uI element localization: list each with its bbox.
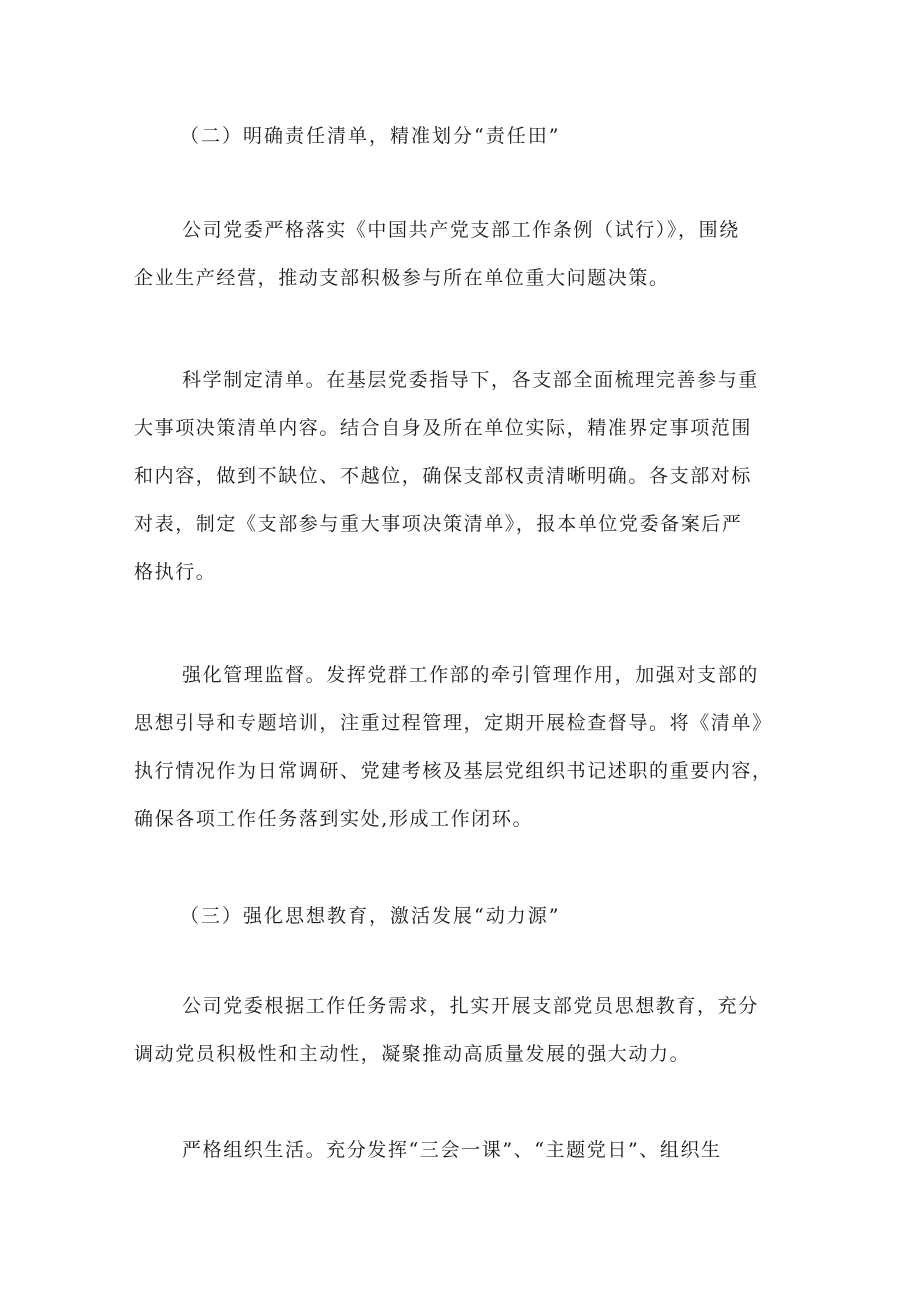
paragraph-line: 调动党员积极性和主动性，凝聚推动高质量发展的强大动力。 [134,1043,691,1065]
paragraph-line: 思想引导和专题培训，注重过程管理，定期开展检查督导。将《清单》 [134,712,773,734]
paragraph-line: 科学制定清单。在基层党委指导下，各支部全面梳理完善参与重 [182,369,759,391]
paragraph-s2-p1 [134,206,794,302]
paragraph-line: 公司党委根据工作任务需求，扎实开展支部党员思想教育，充分 [182,995,759,1017]
paragraph-line: 执行情况作为日常调研、党建考核及基层党组织书记述职的重要内容， [134,760,773,782]
paragraph-line: 确保各项工作任务落到实处,形成工作闭环。 [134,808,534,830]
section-heading-3-text: （三）强化思想教育，激活发展“动力源” [180,905,561,927]
paragraph-line: 大事项决策清单内容。结合自身及所在单位实际，精准界定事项范围 [134,417,753,439]
section-heading-2-text: （二）明确责任清单，精准划分“责任田” [180,125,561,147]
paragraph-s3-p1 [134,982,794,1078]
paragraph-s3-p2 [134,1126,794,1174]
paragraph-line: 对表，制定《支部参与重大事项决策清单》，报本单位党委备案后严 [134,513,743,535]
paragraph-line: 和内容，做到不缺位、不越位，确保支部权责清晰明确。各支部对标 [134,465,753,487]
paragraph-s2-p3 [134,651,794,843]
paragraph-line: 严格组织生活。充分发挥“三会一课”、“主题党日”、组织生 [182,1139,722,1161]
section-heading-2 [134,124,794,148]
paragraph-line: 强化管理监督。发挥党群工作部的牵引管理作用，加强对支部的 [182,664,759,686]
paragraph-s2-p2 [134,356,794,596]
paragraph-line: 格执行。 [134,561,217,583]
paragraph-line: 企业生产经营，推动支部积极参与所在单位重大问题决策。 [134,267,670,289]
section-heading-3 [134,904,794,928]
paragraph-line: 公司党委严格落实《中国共产党支部工作条例（试行）》，围绕 [182,219,740,241]
